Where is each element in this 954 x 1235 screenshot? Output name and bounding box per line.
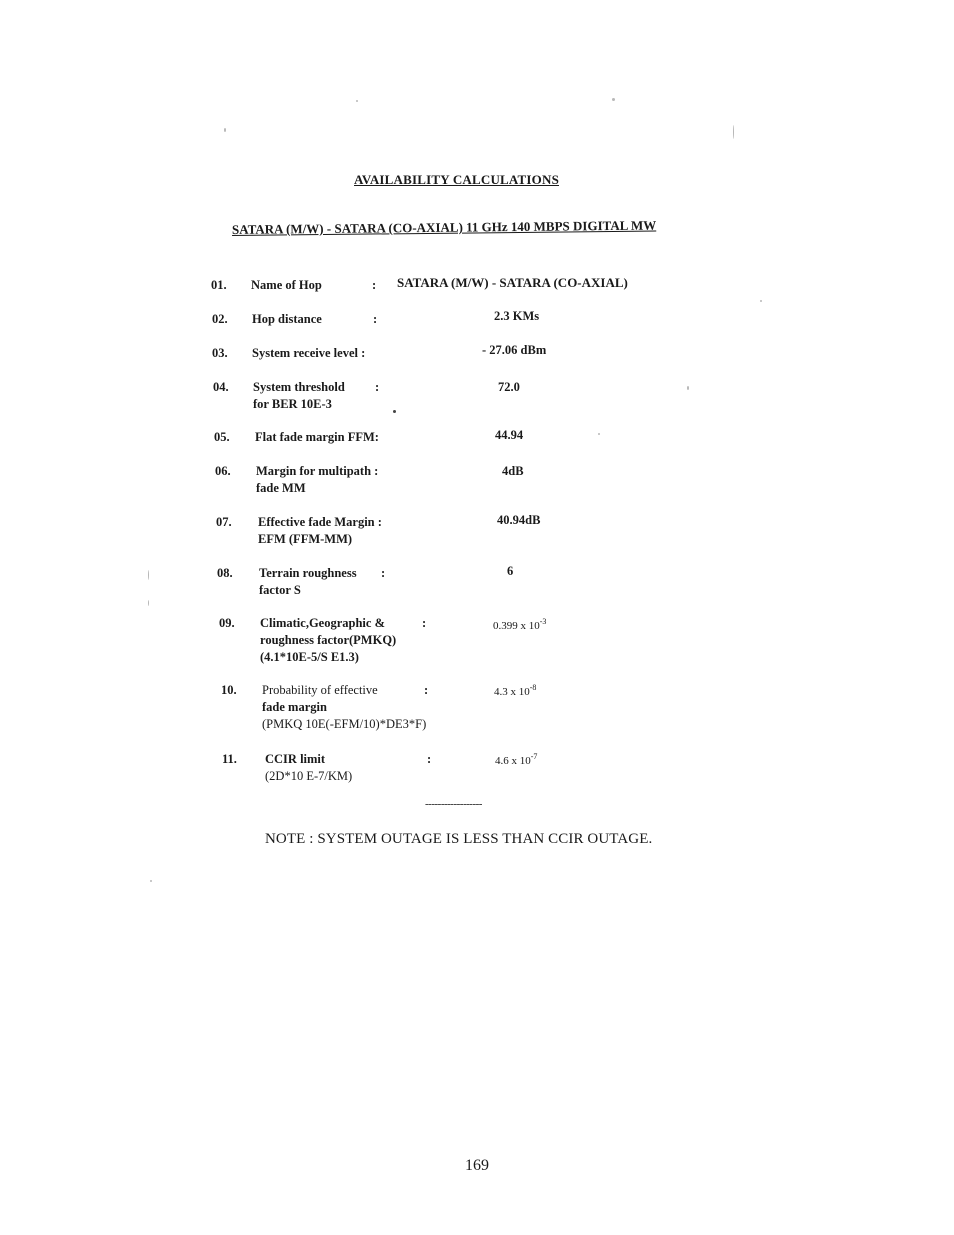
scan-speck — [598, 433, 600, 435]
row-number: 01. — [211, 278, 227, 292]
scan-speck — [148, 570, 149, 580]
row-label: Margin for multipath : fade MM — [256, 464, 379, 495]
separator-dashes: ------------------ — [425, 798, 482, 810]
row-label: Probability of effective fade margin (PMKQ 10E(-EFM/10)*DE3*F) — [262, 683, 427, 731]
row-value: 44.94 — [495, 428, 524, 442]
row-label: System receive level : — [252, 346, 366, 360]
row-number: 05. — [214, 430, 230, 444]
scan-speck — [356, 100, 358, 102]
row-number: 10. — [221, 683, 237, 697]
row-label: System threshold for BER 10E-3 — [253, 380, 345, 411]
row-number: 11. — [222, 752, 237, 766]
row-number: 04. — [213, 380, 229, 394]
row-label: CCIR limit (2D*10 E-7/KM) — [265, 752, 353, 783]
row-label: Flat fade margin FFM: — [255, 430, 379, 444]
row-value: 2.3 KMs — [494, 309, 540, 323]
row-colon: : — [424, 683, 429, 697]
row-number: 08. — [217, 566, 233, 580]
row-label: Hop distance — [252, 312, 322, 326]
scan-speck — [150, 880, 152, 882]
row-value: - 27.06 dBm — [482, 343, 547, 357]
row-value: 4.3 x $10^{-8}$ — [494, 683, 537, 698]
outage-note: NOTE : SYSTEM OUTAGE IS LESS THAN CCIR OUTAGE. — [265, 831, 653, 847]
row-colon: : — [375, 380, 380, 394]
scan-speck — [612, 98, 615, 101]
row-number: 09. — [219, 616, 235, 630]
row-value: 0.399 x $10^{-3}$ — [493, 617, 547, 632]
row-value: 6 — [507, 564, 514, 578]
row-colon: : — [422, 616, 427, 630]
row-label: Climatic,Geographic & roughness factor(PMKQ) (4.1*10E-5/S E1.3) — [260, 616, 397, 664]
document-subheading: SATARA (M/W) - SATARA (CO-AXIAL) 11 GHz 140 MBPS DIGITAL MW — [231, 217, 657, 237]
row-label: Terrain roughness factor S — [259, 566, 357, 597]
scan-speck — [687, 386, 689, 390]
scan-speck — [760, 300, 762, 302]
row-value: 40.94dB — [497, 513, 541, 527]
scan-speck — [393, 410, 396, 413]
row-value: 72.0 — [498, 380, 520, 394]
scan-speck — [224, 128, 226, 132]
row-colon: : — [381, 566, 386, 580]
row-value: SATARA (M/W) - SATARA (CO-AXIAL) — [397, 275, 628, 290]
row-number: 03. — [212, 346, 228, 360]
row-colon: : — [373, 312, 378, 326]
row-label: Name of Hop — [251, 278, 322, 292]
document-heading: AVAILABILITY CALCULATIONS — [354, 172, 559, 187]
scan-speck — [148, 600, 149, 606]
row-number: 02. — [212, 312, 228, 326]
row-colon: : — [427, 752, 432, 766]
row-colon: : — [372, 278, 377, 292]
scan-speck — [733, 125, 734, 139]
row-value: 4dB — [502, 464, 524, 478]
row-number: 07. — [216, 515, 232, 529]
row-value: 4.6 x $10^{-7}$ — [495, 752, 538, 767]
row-number: 06. — [215, 464, 231, 478]
page-number: 169 — [465, 1157, 489, 1174]
row-label: Effective fade Margin : EFM (FFM-MM) — [258, 515, 382, 546]
